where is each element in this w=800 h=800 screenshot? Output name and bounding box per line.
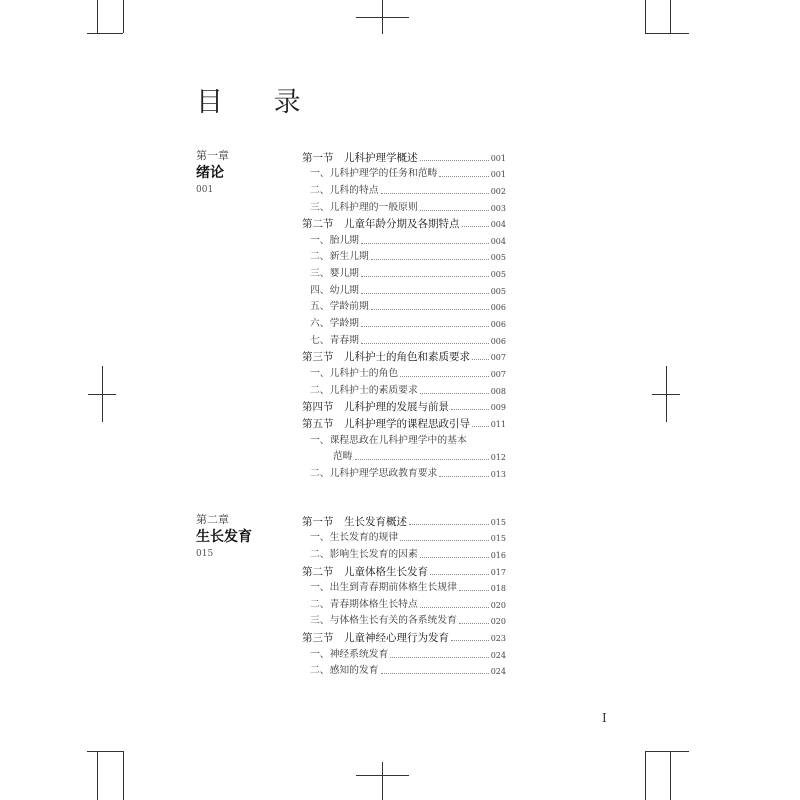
crop-mark	[645, 751, 646, 800]
dot-leader	[381, 193, 489, 194]
toc-entry-title: 二、儿科的特点	[310, 184, 379, 196]
chapter-heading	[196, 149, 229, 196]
toc-entry-title: 二、新生儿期	[310, 251, 369, 263]
toc-entry-page: 018	[490, 584, 506, 594]
dot-leader	[459, 590, 489, 591]
toc-subsection-entry	[302, 645, 506, 662]
toc-entry-page: 012	[490, 453, 506, 463]
toc-entry-title: 一、儿科护理学的任务和范畴	[310, 168, 438, 180]
toc-entry-page: 013	[490, 469, 506, 479]
toc-entry-page: 023	[490, 634, 506, 644]
toc-section-entry	[302, 215, 506, 232]
toc-entry-page: 006	[490, 303, 506, 313]
chapter-heading	[196, 513, 252, 560]
dot-leader	[361, 326, 489, 327]
dot-leader	[462, 226, 489, 227]
toc-subsection-entry	[302, 529, 506, 546]
crop-mark	[356, 775, 409, 776]
toc-subsection-entry	[302, 181, 506, 198]
toc-entry-title: 第二节 儿童年龄分期及各期特点	[302, 218, 460, 231]
dot-leader	[439, 176, 488, 177]
toc-subsection-entry	[302, 364, 506, 381]
toc-subsection-entry	[302, 331, 506, 348]
toc-entry-page: 011	[490, 419, 506, 429]
toc-entry-page: 024	[490, 667, 506, 677]
crop-mark	[645, 751, 689, 752]
toc-subsection-entry	[302, 248, 506, 265]
toc-entry-page: 001	[490, 170, 506, 180]
toc-entry-title: 二、儿科护士的素质要求	[310, 384, 418, 396]
toc-entry-page: 020	[490, 600, 506, 610]
toc-entry-page: 024	[490, 650, 506, 660]
toc-entry-title: 一、儿科护士的角色	[310, 367, 399, 379]
dot-leader	[420, 607, 489, 608]
toc-entry-page: 007	[490, 369, 506, 379]
dot-leader	[420, 393, 489, 394]
toc-entry-title: 一、胎儿期	[310, 234, 359, 246]
dot-leader	[361, 293, 489, 294]
dot-leader	[400, 540, 489, 541]
chapter-number: 第二章	[196, 513, 229, 526]
toc-subsection-entry	[302, 612, 506, 629]
toc-entry-title: 七、青春期	[310, 334, 359, 346]
toc-entry-title: 一、生长发育的规律	[310, 532, 399, 544]
toc-entry-title: 二、青春期体格生长特点	[310, 598, 418, 610]
chapter-title: 生长发育	[196, 529, 252, 545]
toc-entry-page: 017	[490, 567, 506, 577]
toc-entry-page: 001	[490, 153, 506, 163]
toc-subsection-entry	[302, 298, 506, 315]
crop-mark	[670, 751, 671, 800]
dot-leader	[361, 276, 489, 277]
crop-mark	[356, 17, 409, 18]
toc-subsection-entry	[302, 448, 506, 465]
toc-entry-title: 第一节 生长发育概述	[302, 515, 407, 528]
crop-mark	[123, 0, 124, 33]
crop-mark	[88, 394, 116, 395]
toc-entry-title: 三、儿科护理的一般原则	[310, 201, 418, 213]
dot-leader	[371, 309, 489, 310]
toc-entry-page: 008	[490, 386, 506, 396]
toc-subsection-entry	[302, 281, 506, 298]
crop-mark	[382, 762, 383, 800]
toc-entry-page: 006	[490, 320, 506, 330]
crop-mark	[652, 394, 680, 395]
toc-section-entry	[302, 512, 506, 529]
dot-leader	[451, 640, 489, 641]
toc-subsection-entry	[302, 231, 506, 248]
toc-subsection-entry	[302, 545, 506, 562]
toc-entry-title: 四、幼儿期	[310, 284, 359, 296]
toc-entry-title: 三、与体格生长有关的各系统发育	[310, 615, 457, 627]
page-folio: I	[602, 711, 607, 725]
toc-entry-page: 004	[490, 220, 506, 230]
toc-subsection-entry	[302, 595, 506, 612]
chapter-title: 绪论	[196, 165, 224, 181]
toc-subsection-entry	[302, 381, 506, 398]
toc-entry-page: 007	[490, 353, 506, 363]
dot-leader	[430, 574, 489, 575]
toc-entry-title: 二、感知的发育	[310, 665, 379, 677]
toc-entry-page: 005	[490, 270, 506, 280]
crop-mark	[123, 751, 124, 800]
toc-entry-title: 二、儿科护理学思政教育要求	[310, 467, 438, 479]
toc-entry-title: 一、出生到青春期前体格生长规律	[310, 582, 457, 594]
toc-entry-page: 005	[490, 253, 506, 263]
toc-entry-title: 五、学龄前期	[310, 301, 369, 313]
toc-entry-page: 020	[490, 617, 506, 627]
toc-entry-page: 004	[490, 236, 506, 246]
dot-leader	[420, 557, 489, 558]
dot-leader	[420, 160, 489, 161]
toc-subsection-entry	[302, 431, 506, 448]
dot-leader	[409, 524, 489, 525]
dot-leader	[472, 426, 489, 427]
toc-subsection-entry	[302, 579, 506, 596]
dot-leader	[400, 376, 489, 377]
toc-entry-page: 006	[490, 336, 506, 346]
dot-leader	[451, 409, 489, 410]
toc-entry-title: 六、学龄期	[310, 318, 359, 330]
toc-section-entry	[302, 398, 506, 415]
dot-leader	[381, 673, 489, 674]
toc-subsection-entry	[302, 165, 506, 182]
chapter-number: 第一章	[196, 149, 229, 162]
crop-mark	[645, 33, 689, 34]
toc-section-entry	[302, 414, 506, 431]
toc-entry-title: 第三节 儿童神经心理行为发育	[302, 632, 449, 645]
toc-entry-title: 一、神经系统发育	[310, 648, 389, 660]
chapter-toc-list	[302, 512, 506, 678]
toc-entry-page: 002	[490, 186, 506, 196]
toc-subsection-entry	[302, 198, 506, 215]
page-title: 目 录	[196, 87, 322, 118]
dot-leader	[355, 459, 489, 460]
toc-entry-page: 015	[490, 534, 506, 544]
toc-section-entry	[302, 562, 506, 579]
chapter-page-number: 015	[196, 549, 214, 559]
toc-section-entry	[302, 628, 506, 645]
toc-section-entry	[302, 348, 506, 365]
toc-subsection-entry	[302, 662, 506, 679]
dot-leader	[361, 243, 489, 244]
crop-mark	[87, 33, 123, 34]
toc-entry-page: 009	[490, 403, 506, 413]
toc-entry-page: 005	[490, 286, 506, 296]
toc-entry-title: 第五节 儿科护理学的课程思政引导	[302, 417, 470, 430]
toc-entry-title: 三、婴儿期	[310, 268, 359, 280]
crop-mark	[645, 0, 646, 33]
dot-leader	[459, 623, 489, 624]
toc-entry-title: 范畴	[333, 451, 353, 463]
dot-leader	[439, 476, 488, 477]
toc-subsection-entry	[302, 314, 506, 331]
crop-mark	[87, 751, 123, 752]
dot-leader	[361, 343, 489, 344]
crop-mark	[670, 0, 671, 33]
toc-entry-title: 二、影响生长发育的因素	[310, 548, 418, 560]
dot-leader	[420, 210, 489, 211]
toc-entry-title: 第四节 儿科护理的发展与前景	[302, 401, 449, 414]
crop-mark	[97, 751, 98, 800]
toc-entry-title: 一、课程思政在儿科护理学中的基本	[310, 434, 467, 446]
toc-section-entry	[302, 148, 506, 165]
chapter-page-number: 001	[196, 185, 214, 195]
dot-leader	[472, 359, 489, 360]
toc-subsection-entry	[302, 264, 506, 281]
dot-leader	[371, 259, 489, 260]
toc-entry-title: 第三节 儿科护士的角色和素质要求	[302, 351, 470, 364]
toc-entry-page: 015	[490, 517, 506, 527]
crop-mark	[97, 0, 98, 33]
toc-entry-title: 第二节 儿童体格生长发育	[302, 565, 428, 578]
toc-subsection-entry	[302, 464, 506, 481]
dot-leader	[390, 657, 488, 658]
toc-entry-title: 第一节 儿科护理学概述	[302, 151, 418, 164]
chapter-toc-list	[302, 148, 506, 481]
toc-entry-page: 016	[490, 550, 506, 560]
toc-entry-page: 003	[490, 203, 506, 213]
